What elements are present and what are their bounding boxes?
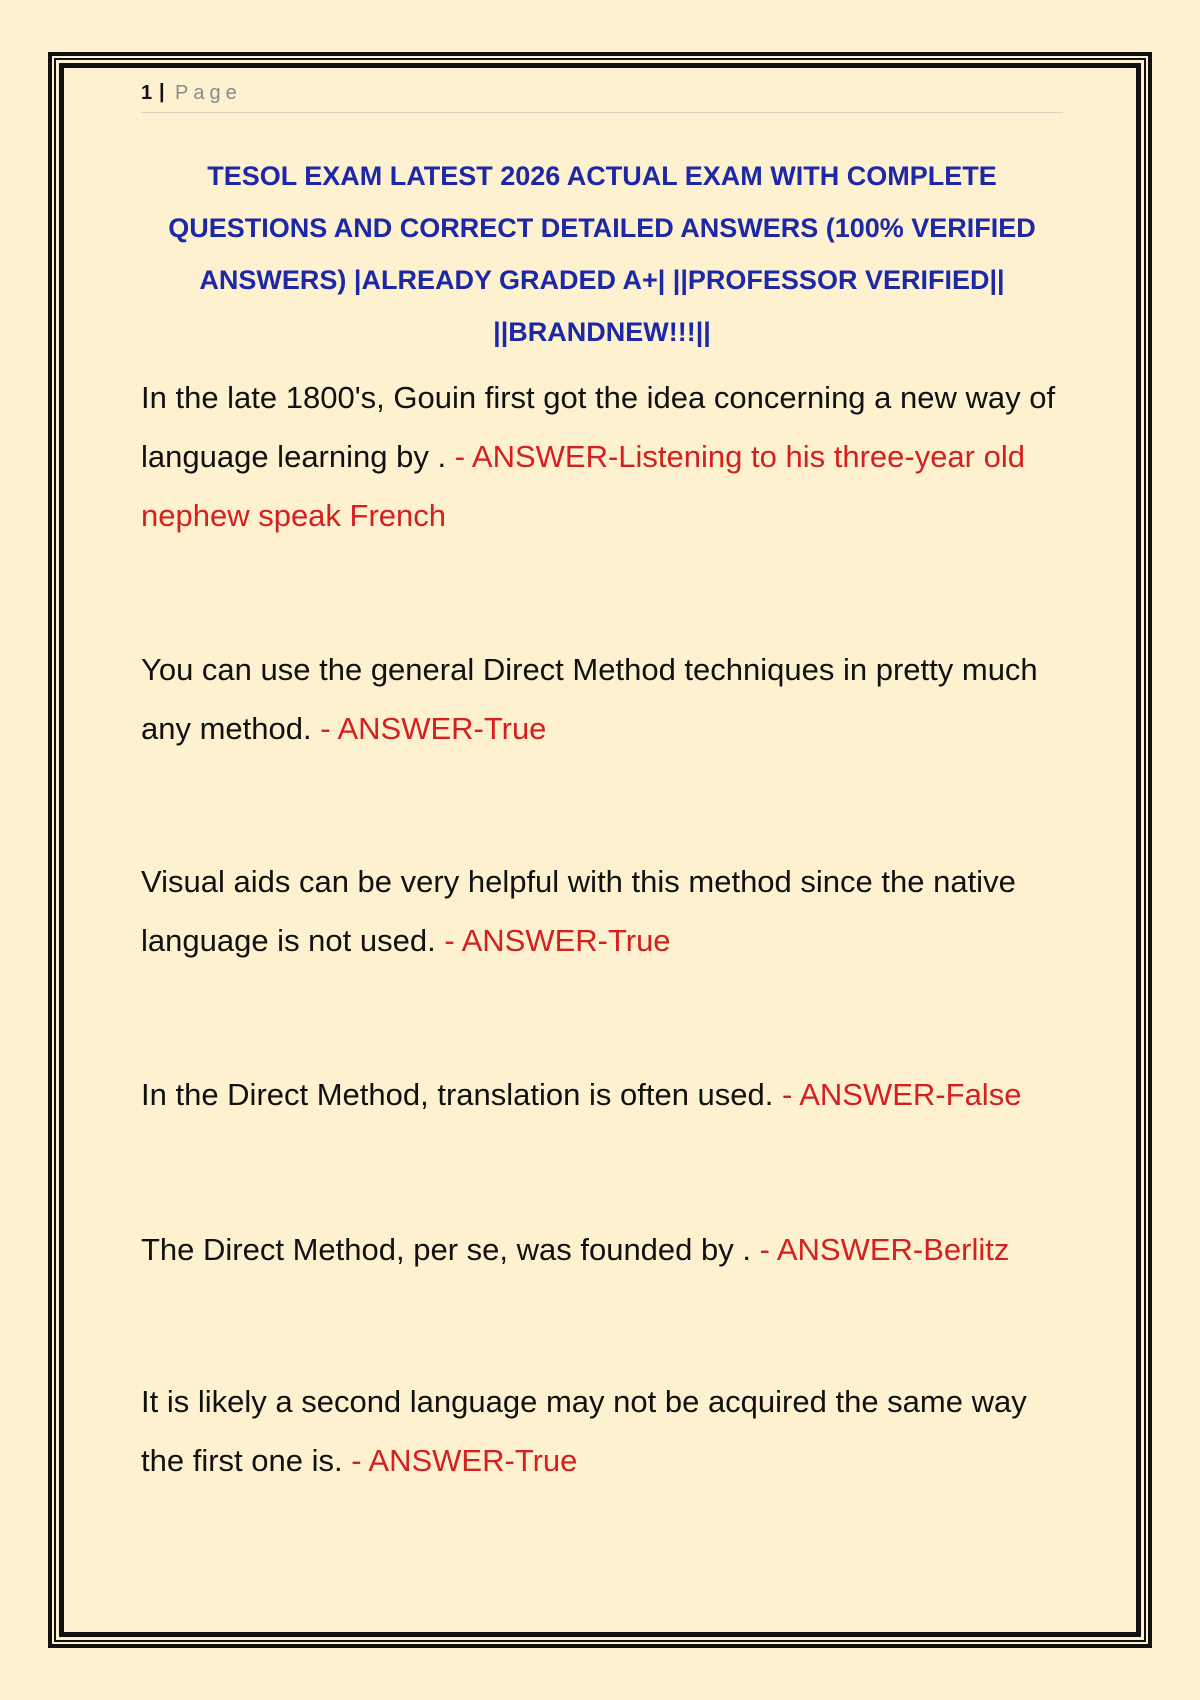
page-label: Page [175,82,242,104]
question-text: You can use the general Direct Method techniques in pretty much any method. [141,652,1038,746]
qa-item [141,640,1066,758]
answer-text: - ANSWER-True [342,1443,578,1478]
question-text: In the late 1800's, Gouin first got the idea concerning a new way of language learning by . [141,380,1056,474]
document-title: TESOL EXAM LATEST 2026 ACTUAL EXAM WITH COMPLETE QUESTIONS AND CORRECT DETAILED ANSWERS (100% VERIFIED ANSWERS) |ALREADY GRADED A+| ||PROFESSOR VERIFIED|| ||BRANDNEW!!!|| [168,161,1036,347]
answer-text: - ANSWER-Berlitz [750,1232,1010,1267]
question-text: Visual aids can be very helpful with this method since the native language is not used. [141,864,1016,958]
qa-item [141,1372,1066,1490]
question-text: It is likely a second language may not be acquired the same way the first one is. [141,1384,1027,1478]
answer-text: - ANSWER-True [435,923,671,958]
page-header [141,80,1063,113]
answer-text: - ANSWER-Listening to his three-year old nephew speak French [141,439,1025,533]
qa-item [141,368,1066,545]
question-text: In the Direct Method, translation is often used. [141,1077,774,1112]
answer-text: - ANSWER-True [311,711,547,746]
page-separator: | [159,81,165,103]
question-text: The Direct Method, per se, was founded by . [141,1232,751,1267]
qa-item [141,1065,1066,1124]
qa-item [141,1220,1066,1279]
page-number: 1 [141,82,155,104]
qa-item [141,852,1066,970]
answer-text: - ANSWER-False [773,1077,1022,1112]
